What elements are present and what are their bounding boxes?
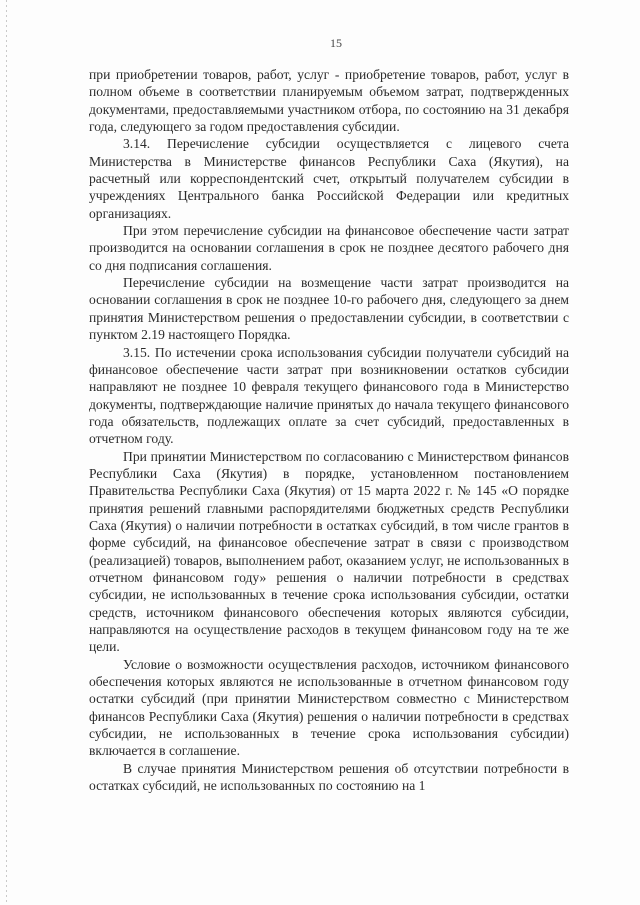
page-number: 15 [330,36,342,50]
paragraph-transfer-reimbursement: Перечисление субсидии на возмещение части затрат производится на основании соглашения в срок не позднее 10-го рабочего дня, следующего за днем принятия Министерством решения о предоставлении субсидии, в соответствии с пунктом 2.19 настоящего Порядка. [89,275,569,343]
paragraph-3-15: 3.15. По истечении срока использования субсидии получатели субсидий на финансовое обеспечение части затрат при возникновении остатков субсидии направляют не позднее 10 февраля текущего финансового года в Министерство документы, подтверждающие наличие принятых до начала текущего финансового года обязательств, подлежащих оплате за счет субсидий, предоставленных в отчетном году. [89,344,569,447]
paragraph-3-14: 3.14. Перечисление субсидии осуществляется с лицевого счета Министерства в Министерстве финансов Республики Саха (Якутия), на расчетный или корреспондентский счет, открытый получателем субсидии в учреждениях Центрального банка Российской Федерации или кредитных организациях. [89,136,569,221]
paragraph-transfer-financial-support: При этом перечисление субсидии на финансовое обеспечение части затрат производится на основании соглашения в срок не позднее десятого рабочего дня со дня подписания соглашения. [89,223,569,273]
paragraph-no-need-decision: В случае принятия Министерством решения об отсутствии потребности в остатках субсидий, не использованных по состоянию на 1 [89,760,569,794]
scan-edge-line [6,0,7,905]
paragraph-condition-agreement: Условие о возможности осуществления расходов, источником финансового обеспечения которых являются не использованные в отчетном финансовом году остатки субсидий (при принятии Министерством совместно с Министерством финансов Республики Саха (Якутия) решения о наличии потребности в средствах субсидии, не использованных в течение срока использования субсидии) включается в соглашение. [89,656,569,759]
paragraph-continuation: при приобретении товаров, работ, услуг - приобретение товаров, работ, услуг в полном объеме в соответствии планируемым объемом затрат, подтвержденных документами, предоставляемыми участником отбора, по состоянию на 31 декабря года, следующего за годом предоставления субсидии. [89,67,569,135]
document-body [89,66,569,794]
paragraph-remaining-funds-decision: При принятии Министерством по согласованию с Министерством финансов Республики Саха (Якутия) в порядке, установленном постановлением Правительства Республики Саха (Якутия) от 15 марта 2022 г. № 145 «О порядке принятия решений главными распорядителями бюджетных средств Республики Саха (Якутия) о наличии потребности в остатках субсидий, в том числе грантов в форме субсидий, на финансовое обеспечение затрат в связи с производством (реализацией) товаров, выполнением работ, оказанием услуг, не использованных в отчетном финансовом году» решения о наличии потребности в средствах субсидии, не использованных в течение срока использования субсидии, остатки средств, источником финансового обеспечения которых являются субсидии, направляются на осуществление расходов в текущем финансовом году на те же цели. [89,448,569,655]
